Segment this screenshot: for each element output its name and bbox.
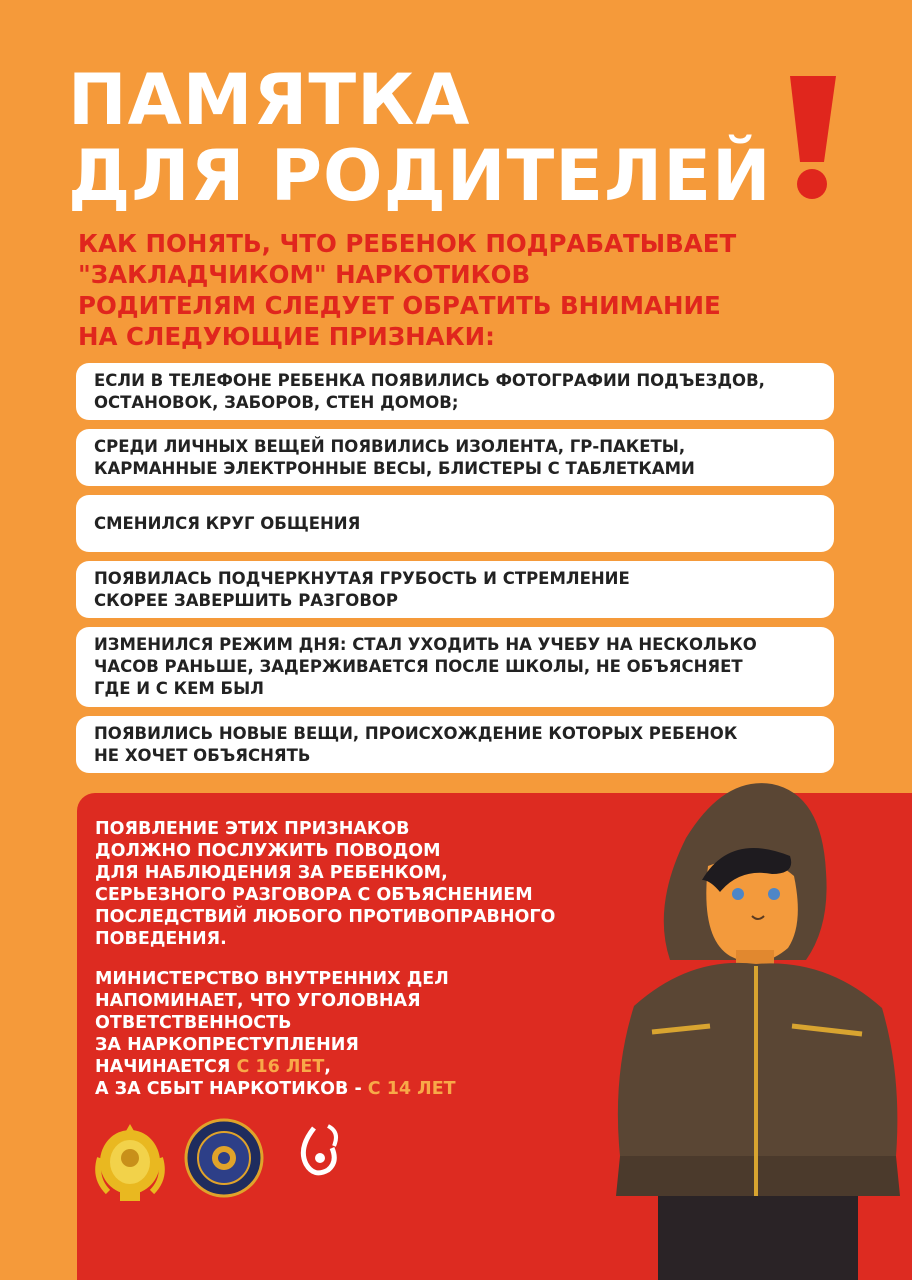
- sign-line: ЕСЛИ В ТЕЛЕФОНЕ РЕБЕНКА ПОЯВИЛИСЬ ФОТОГРАФИИ ПОДЪЕЗДОВ,: [94, 370, 765, 390]
- sign-card-photos: [76, 363, 834, 420]
- ministry-line: ОТВЕТСТВЕННОСТЬ: [95, 1013, 292, 1033]
- ministry-line: НАПОМИНАЕТ, ЧТО УГОЛОВНАЯ: [95, 991, 421, 1011]
- subtitle-line-2: "ЗАКЛАДЧИКОМ" НАРКОТИКОВ: [78, 260, 531, 289]
- warning-line: СЕРЬЕЗНОГО РАЗГОВОРА С ОБЪЯСНЕНИЕМ: [95, 885, 533, 905]
- sign-line: ИЗМЕНИЛСЯ РЕЖИМ ДНЯ: СТАЛ УХОДИТЬ НА УЧЕБУ НА НЕСКОЛЬКО: [94, 635, 757, 654]
- warning-line: ДЛЯ НАБЛЮДЕНИЯ ЗА РЕБЕНКОМ,: [95, 863, 448, 883]
- sign-line: ПОЯВИЛАСЬ ПОДЧЕРКНУТАЯ ГРУБОСТЬ И СТРЕМЛЕНИЕ: [94, 568, 630, 588]
- sign-line: КАРМАННЫЕ ЭЛЕКТРОННЫЕ ВЕСЫ, БЛИСТЕРЫ С ТАБЛЕТКАМИ: [94, 458, 695, 478]
- sign-text: [94, 513, 360, 535]
- sign-card-new-things: [76, 716, 834, 773]
- sign-card-items: [76, 429, 834, 486]
- sign-card-friends: [76, 495, 834, 552]
- signs-list: [76, 363, 834, 782]
- title-line-1: ПАМЯТКА: [68, 59, 471, 141]
- age-14-highlight: С 14 ЛЕТ: [367, 1079, 456, 1099]
- warning-line: ПОЯВЛЕНИЕ ЭТИХ ПРИЗНАКОВ: [95, 819, 410, 839]
- sign-line: НЕ ХОЧЕТ ОБЪЯСНЯТЬ: [94, 745, 311, 765]
- state-emblem-logo: [92, 1118, 168, 1204]
- logos-row: [92, 1118, 372, 1208]
- ministry-text: НАЧИНАЕТСЯ: [95, 1057, 237, 1077]
- sign-line: ПОЯВИЛИСЬ НОВЫЕ ВЕЩИ, ПРОИСХОЖДЕНИЕ КОТОРЫХ РЕБЕНОК: [94, 723, 738, 743]
- sign-line: СКОРЕЕ ЗАВЕРШИТЬ РАЗГОВОР: [94, 590, 399, 610]
- sign-line: ОСТАНОВОК, ЗАБОРОВ, СТЕН ДОМОВ;: [94, 392, 459, 412]
- subtitle: [78, 228, 838, 352]
- warning-line: ДОЛЖНО ПОСЛУЖИТЬ ПОВОДОМ: [95, 841, 441, 861]
- warning-paragraph: [95, 818, 635, 950]
- sign-line: ГДЕ И С КЕМ БЫЛ: [94, 679, 264, 698]
- sign-text: [94, 568, 630, 612]
- subtitle-line-3: РОДИТЕЛЯМ СЛЕДУЕТ ОБРАТИТЬ ВНИМАНИЕ: [78, 291, 721, 320]
- subtitle-line-4: НА СЛЕДУЮЩИЕ ПРИЗНАКИ:: [78, 322, 495, 351]
- ministry-text: ,: [324, 1057, 331, 1077]
- age-16-highlight: С 16 ЛЕТ: [236, 1057, 325, 1077]
- sign-card-schedule: [76, 627, 834, 707]
- sign-text: [94, 370, 765, 414]
- exclamation-icon: [784, 76, 840, 200]
- sign-text: [94, 436, 695, 480]
- shymkent-logo: [284, 1118, 364, 1204]
- teenager-illustration: [560, 776, 912, 1280]
- warning-line: ПОВЕДЕНИЯ.: [95, 929, 227, 949]
- sign-text: [94, 723, 737, 767]
- ministry-line: [95, 1078, 635, 1100]
- subtitle-line-1: КАК ПОНЯТЬ, ЧТО РЕБЕНОК ПОДРАБАТЫВАЕТ: [78, 229, 737, 258]
- ministry-line: МИНИСТЕРСТВО ВНУТРЕННИХ ДЕЛ: [95, 969, 449, 989]
- sign-line: СРЕДИ ЛИЧНЫХ ВЕЩЕЙ ПОЯВИЛИСЬ ИЗОЛЕНТА, ГР-ПАКЕТЫ,: [94, 436, 686, 456]
- ministry-text: А ЗА СБЫТ НАРКОТИКОВ -: [95, 1079, 368, 1099]
- ministry-paragraph: [95, 968, 635, 1100]
- warning-text: [95, 818, 635, 1118]
- ministry-line: ЗА НАРКОПРЕСТУПЛЕНИЯ: [95, 1035, 359, 1055]
- sign-card-rudeness: [76, 561, 834, 618]
- page-title: [68, 59, 772, 217]
- sign-line: ЧАСОВ РАНЬШЕ, ЗАДЕРЖИВАЕТСЯ ПОСЛЕ ШКОЛЫ, НЕ ОБЪЯСНЯЕТ: [94, 657, 743, 676]
- title-line-2: ДЛЯ РОДИТЕЛЕЙ: [68, 135, 772, 217]
- sign-line: СМЕНИЛСЯ КРУГ ОБЩЕНИЯ: [94, 513, 361, 533]
- sign-text: [94, 634, 757, 700]
- warning-line: ПОСЛЕДСТВИЙ ЛЮБОГО ПРОТИВОПРАВНОГО: [95, 907, 556, 927]
- mvd-seal-logo: [184, 1118, 264, 1198]
- ministry-line: [95, 1056, 635, 1078]
